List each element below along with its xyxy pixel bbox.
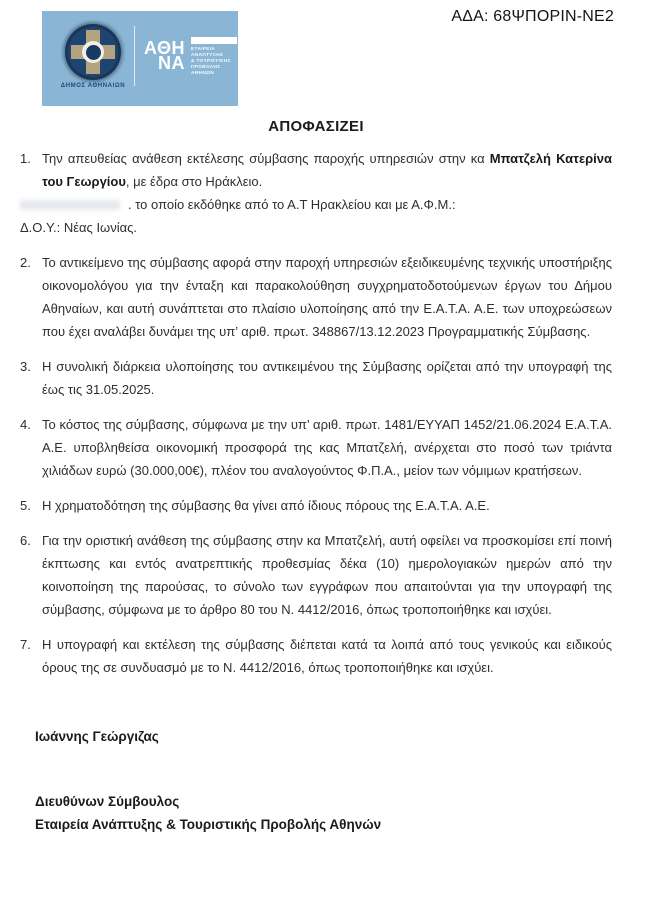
decision-item (20, 633, 612, 679)
org-name-line: & ΤΟΥΡΙΣΤΙΚΗΣ (191, 58, 231, 64)
ada-number: ΑΔΑ: 68ΨΠΟΡΙΝ-ΝΕ2 (451, 8, 614, 25)
seal-center (82, 41, 104, 63)
org-name-block (191, 37, 237, 77)
decision-item (20, 355, 612, 401)
decision-item (20, 147, 612, 239)
text-run: Την απευθείας ανάθεση εκτέλεσης σύμβασης παροχής υπηρεσιών στην κα (42, 151, 490, 166)
municipal-seal (54, 27, 132, 90)
logo-divider (134, 26, 135, 86)
decision-item (20, 413, 612, 482)
decision-number: 7. (20, 637, 31, 652)
municipality-label: ΔΗΜΟΣ ΑΘΗΝΑΙΩΝ (60, 83, 126, 89)
brand-line1: ΑΘΗ (144, 37, 186, 58)
decision-number: 4. (20, 417, 31, 432)
org-name-line: ΑΘΗΝΩΝ (191, 70, 215, 76)
decision-number: 3. (20, 359, 31, 374)
redacted-text (20, 200, 120, 210)
athens-logo (42, 11, 238, 106)
text-run: . το οποίο εκδόθηκε από το Α.Τ Ηρακλείου και με Α.Φ.Μ.: (128, 197, 456, 212)
brand-bar (191, 37, 237, 44)
decision-text (42, 251, 612, 343)
org-name-line: ΕΤΑΙΡΕΙΑ (191, 46, 216, 52)
brand-wordmark (144, 37, 186, 73)
decision-item (20, 251, 612, 343)
text-run: Για την οριστική ανάθεση της σύμβασης στην κα Μπατζελή, αυτή οφείλει να προσκομίσει επί ποινή έκπτωσης και εντός ανατρεπτικής προθεσμίας δέκα (10) ημερολογιακών ημερών από την κοινοποίηση της παρούσας, το σύνολο των εγγράφων που απαιτούνται για την υπογραφή της σύμβασης, σύμφωνα με το άρθρο 80 του Ν. 4412/2016, όπως τροποποιήθηκε και ισχύει. (42, 533, 612, 617)
signatory-role: Διευθύνων Σύμβουλος (35, 794, 180, 809)
text-run: Η υπογραφή και εκτέλεση της σύμβασης διέπεται κατά τα λοιπά από τους γενικούς και ειδικούς όρους της σε συνδυασμό με το Ν. 4412/2016, όπως τροποποιήθηκε και ισχύει. (42, 637, 612, 675)
org-name-line: ΠΡΟΒΟΛΗΣ (191, 64, 221, 70)
text-run: Μπατζελή Κατερίνα του Γεωργίου (42, 151, 612, 189)
decisions-list (20, 147, 612, 679)
text-run: Το κόστος της σύμβασης, σύμφωνα με την υπ’ αριθ. πρωτ. 1481/ΕΥΥΑΠ 1452/21.06.2024 Ε.Α.Τ.Α. Α.Ε. υποβληθείσα οικονομική προσφορά της κας Μπατζελή, ανέρχεται στο ποσό των τριάντα χιλιάδων ευρώ (30.000,00€), πλέον του αναλογούντος Φ.Π.Α., μείον των νόμιμων κρατήσεων. (42, 417, 612, 478)
decision-title: ΑΠΟΦΑΣΙΖΕΙ (268, 118, 364, 135)
signatory-name: Ιωάννης Γεώργιζας (35, 729, 159, 744)
org-name-line: ΑΝΑΠΤΥΞΗΣ (191, 52, 224, 58)
decision-text (42, 355, 612, 401)
decision-text (20, 147, 612, 239)
decision-number: 1. (20, 151, 31, 166)
seal-center-core (86, 45, 101, 60)
brand-line2: ΝΑ (158, 52, 186, 73)
text-run: Δ.Ο.Υ.: Νέας Ιωνίας. (20, 220, 137, 235)
decision-text (42, 529, 612, 621)
decision-text (42, 413, 612, 482)
signatory-company: Εταιρεία Ανάπτυξης & Τουριστικής Προβολής Αθηνών (35, 817, 382, 832)
decision-text (42, 494, 612, 517)
decision-number: 6. (20, 533, 31, 548)
decision-number: 2. (20, 255, 31, 270)
org-name-lines (191, 47, 237, 77)
text-run: Το αντικείμενο της σύμβασης αφορά στην παροχή υπηρεσιών εξειδικευμένης τεχνικής υποστήριξης οικονομολόγου για την ένταξη και παρακολούθηση συγχρηματοδοτούμενων έργων του Δήμου Αθηναίων, και αυτή συνάπτεται στο πλαίσιο υλοποίησης από την Ε.Α.Τ.Α. Α.Ε. των υποχρεώσεων που έχει αναλάβει δυνάμει της υπ’ αριθ. πρωτ. 348867/13.12.2023 Προγραμματικής Σύμβασης. (42, 255, 612, 339)
text-run: Η χρηματοδότηση της σύμβασης θα γίνει από ίδιους πόρους της Ε.Α.Τ.Α. Α.Ε. (42, 498, 490, 513)
text-run: , με έδρα στο Ηράκλειο. (125, 174, 263, 189)
decision-item (20, 494, 612, 517)
decision-text (42, 633, 612, 679)
seal-emblem-icon (68, 27, 118, 77)
decision-number: 5. (20, 498, 31, 513)
text-run: Η συνολική διάρκεια υλοποίησης του αντικειμένου της Σύμβασης ορίζεται από την υπογραφή της έως τις 31.05.2025. (42, 359, 612, 397)
decision-item (20, 529, 612, 621)
